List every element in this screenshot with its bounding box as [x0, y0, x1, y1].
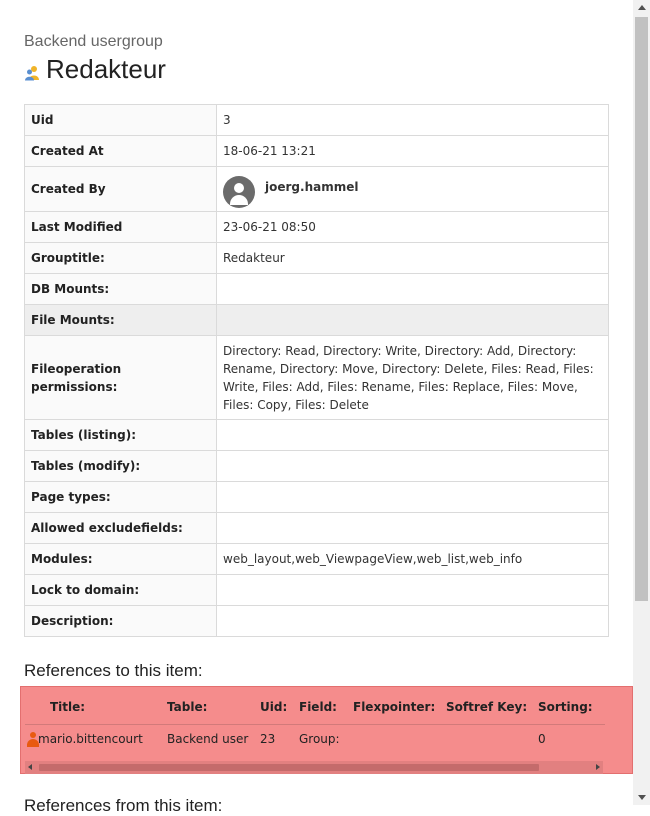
ref-sorting: 0	[538, 732, 546, 746]
info-key: Tables (modify):	[25, 451, 217, 482]
info-row-db-mounts	[25, 274, 609, 305]
info-value: 3	[217, 105, 609, 136]
info-key: Created At	[25, 136, 217, 167]
ref-flexpointer	[353, 721, 446, 757]
ref-title[interactable]: mario.bittencourt	[38, 732, 143, 746]
info-row-allowed-excludefields	[25, 513, 609, 544]
scroll-up-icon[interactable]	[638, 5, 646, 10]
info-value	[217, 305, 609, 336]
info-key: Modules:	[25, 544, 217, 575]
info-value: Directory: Read, Directory: Write, Directory: Add, Directory: Rename, Directory: Move, Directory: Delete, Files: Read, Files: Write, Files: Add, Files: Rename, Files: Replace, Files: Move, Files: Copy, Files: Delete	[217, 336, 609, 420]
info-key: Page types:	[25, 482, 217, 513]
ref-softref	[446, 721, 538, 757]
info-row-tables-modify	[25, 451, 609, 482]
info-value	[217, 451, 609, 482]
column-header-table: Table:	[167, 700, 208, 714]
info-row-description	[25, 606, 609, 637]
info-value: 18-06-21 13:21	[217, 136, 609, 167]
info-key: Last Modified	[25, 212, 217, 243]
column-header-sorting: Sorting:	[538, 700, 593, 714]
scroll-right-icon[interactable]	[596, 764, 600, 770]
vertical-scrollbar[interactable]	[633, 0, 650, 805]
page-title: Redakteur	[46, 54, 166, 84]
scroll-left-icon[interactable]	[28, 764, 32, 770]
info-value	[217, 167, 609, 212]
horizontal-scrollbar[interactable]	[25, 761, 603, 774]
info-value	[217, 420, 609, 451]
info-row-created-at	[25, 136, 609, 167]
info-key: Lock to domain:	[25, 575, 217, 606]
table-row[interactable]	[25, 721, 608, 757]
info-row-fileoperation-permissions	[25, 336, 609, 420]
references-header-row	[25, 693, 608, 721]
column-header-title: Title:	[50, 700, 86, 714]
page-title-row	[24, 54, 166, 85]
ref-field: Group:	[299, 732, 340, 746]
info-row-tables-listing	[25, 420, 609, 451]
info-row-file-mounts	[25, 305, 609, 336]
info-value	[217, 575, 609, 606]
column-header-softref-key: Softref Key:	[446, 700, 528, 714]
backend-usergroup-icon	[24, 65, 40, 81]
record-info-table	[24, 104, 609, 637]
info-value	[217, 274, 609, 305]
vertical-scroll-thumb[interactable]	[635, 17, 648, 601]
info-value: Redakteur	[217, 243, 609, 274]
record-type-label: Backend usergroup	[24, 33, 163, 50]
info-key: Grouptitle:	[25, 243, 217, 274]
info-row-last-modified	[25, 212, 609, 243]
avatar	[223, 176, 255, 208]
ref-uid: 23	[260, 732, 276, 746]
info-key: Fileoperation permissions:	[25, 336, 217, 420]
references-heading: References to this item:	[24, 661, 203, 680]
info-key: Created By	[25, 167, 217, 212]
info-row-lock-to-domain	[25, 575, 609, 606]
info-key: DB Mounts:	[25, 274, 217, 305]
info-key: Tables (listing):	[25, 420, 217, 451]
column-header-uid: Uid:	[260, 700, 288, 714]
references-from-heading: References from this item:	[24, 796, 223, 815]
info-value	[217, 606, 609, 637]
info-value: 23-06-21 08:50	[217, 212, 609, 243]
info-row-grouptitle	[25, 243, 609, 274]
column-header-flexpointer: Flexpointer:	[353, 700, 436, 714]
info-row-page-types	[25, 482, 609, 513]
divider	[25, 724, 605, 725]
creator	[223, 170, 602, 208]
horizontal-scroll-thumb[interactable]	[39, 764, 539, 771]
info-key: Description:	[25, 606, 217, 637]
icon-column-header	[25, 693, 50, 721]
ref-table: Backend user	[167, 732, 249, 746]
info-row-uid	[25, 105, 609, 136]
info-key: File Mounts:	[25, 305, 217, 336]
info-key: Uid	[25, 105, 217, 136]
info-value: web_layout,web_ViewpageView,web_list,web_info	[217, 544, 609, 575]
info-key: Allowed excludefields:	[25, 513, 217, 544]
column-header-field: Field:	[299, 700, 337, 714]
scroll-down-icon[interactable]	[638, 795, 646, 800]
references-table-container	[20, 686, 633, 774]
info-row-created-by	[25, 167, 609, 212]
info-value	[217, 482, 609, 513]
references-table	[25, 693, 608, 757]
info-value	[217, 513, 609, 544]
creator-username: joerg.hammel	[265, 180, 359, 194]
info-row-modules	[25, 544, 609, 575]
